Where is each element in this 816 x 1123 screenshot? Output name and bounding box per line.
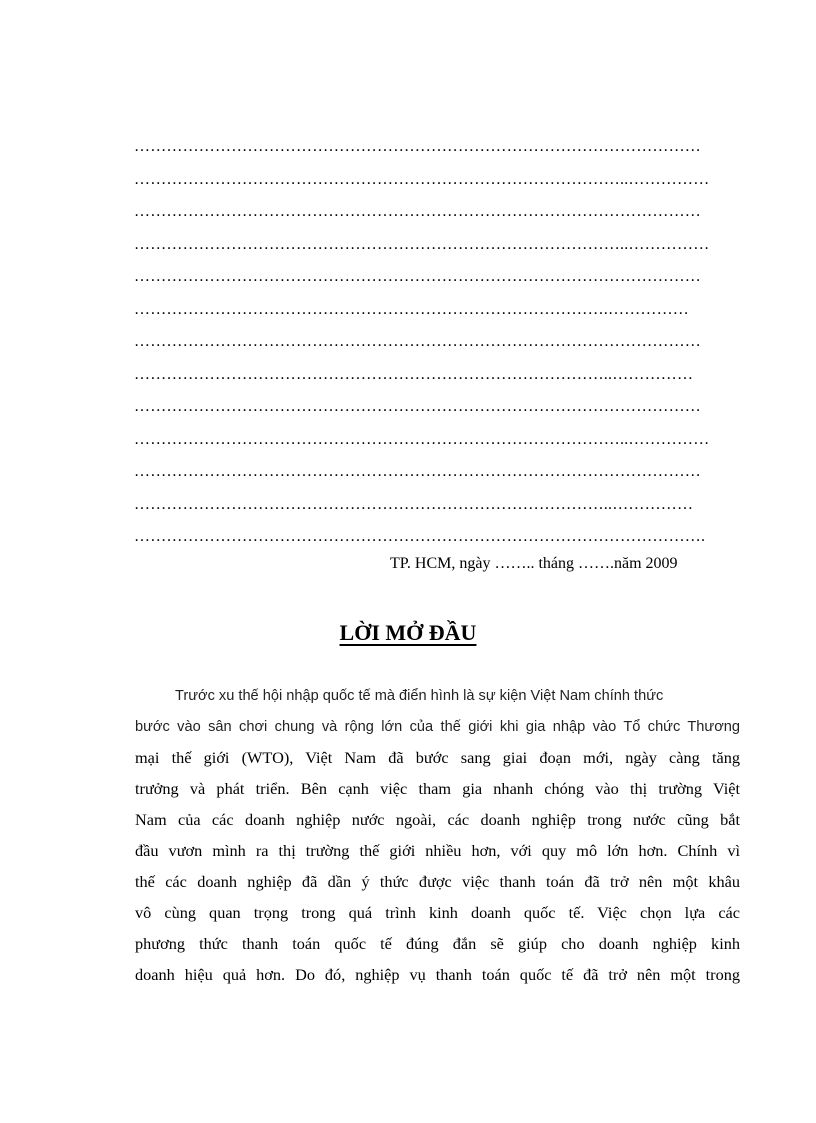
dotted-line: …………………………………………………………………………………………… [134, 398, 701, 415]
dotted-line: …………………………………………………………………………………………… [134, 268, 701, 285]
dotted-line: ………………………………………………………………………………..…………… [134, 170, 710, 188]
dotted-line: ……………………………………………………………………………..…………… [134, 365, 694, 383]
paragraph-line: đầu vươn mình ra thị trường thế giới nhiều hơn, với quy mô lớn hơn. Chính vì [135, 841, 740, 860]
dotted-line: …………………………………………………………………………….…………… [134, 300, 689, 318]
dotted-line: ………………………………………………………………………………..…………… [134, 235, 710, 253]
section-title [0, 618, 816, 648]
dotted-line: …………………………………………………………………………………………… [134, 333, 701, 350]
paragraph-line: doanh hiệu quả hơn. Do đó, nghiệp vụ thanh toán quốc tế đã trở nên một trong [135, 965, 740, 984]
paragraph-line: vô cùng quan trọng trong quá trình kinh doanh quốc tế. Việc chọn lựa các [135, 903, 740, 922]
dotted-line: ……………………………………………………………………………………………. [134, 528, 706, 545]
paragraph-line: thế các doanh nghiệp đã dần ý thức được việc thanh toán đã trở nên một khâu [135, 872, 740, 891]
dotted-line: ……………………………………………………………………………..…………… [134, 495, 694, 513]
paragraph-line: bước vào sân chơi chung và rộng lớn của thế giới khi gia nhập vào Tổ chức Thương [135, 719, 740, 735]
paragraph-line: Trước xu thế hội nhập quốc tế mà điển hình là sự kiện Việt Nam chính thức [175, 688, 664, 704]
date-line: TP. HCM, ngày …….. tháng …….năm 2009 [390, 555, 678, 572]
dotted-line: ………………………………………………………………………………..…………… [134, 430, 710, 448]
dotted-line: …………………………………………………………………………………………… [134, 203, 701, 220]
dotted-line: …………………………………………………………………………………………… [134, 463, 701, 480]
dotted-line: …………………………………………………………………………………………… [134, 138, 701, 155]
section-title-text: LỜI MỞ ĐẦU [339, 620, 477, 645]
dotted-fill-block [134, 136, 744, 559]
paragraph-line: phương thức thanh toán quốc tế đúng đắn sẽ giúp cho doanh nghiệp kinh [135, 934, 740, 953]
paragraph [135, 684, 740, 994]
paragraph-line: trưởng và phát triển. Bên cạnh việc tham gia nhanh chóng vào thị trường Việt [135, 779, 740, 798]
paragraph-line: Nam của các doanh nghiệp nước ngoài, các doanh nghiệp trong nước cũng bắt [135, 810, 740, 829]
paragraph-line: mại thế giới (WTO), Việt Nam đã bước sang giai đoạn mới, ngày càng tăng [135, 748, 740, 767]
